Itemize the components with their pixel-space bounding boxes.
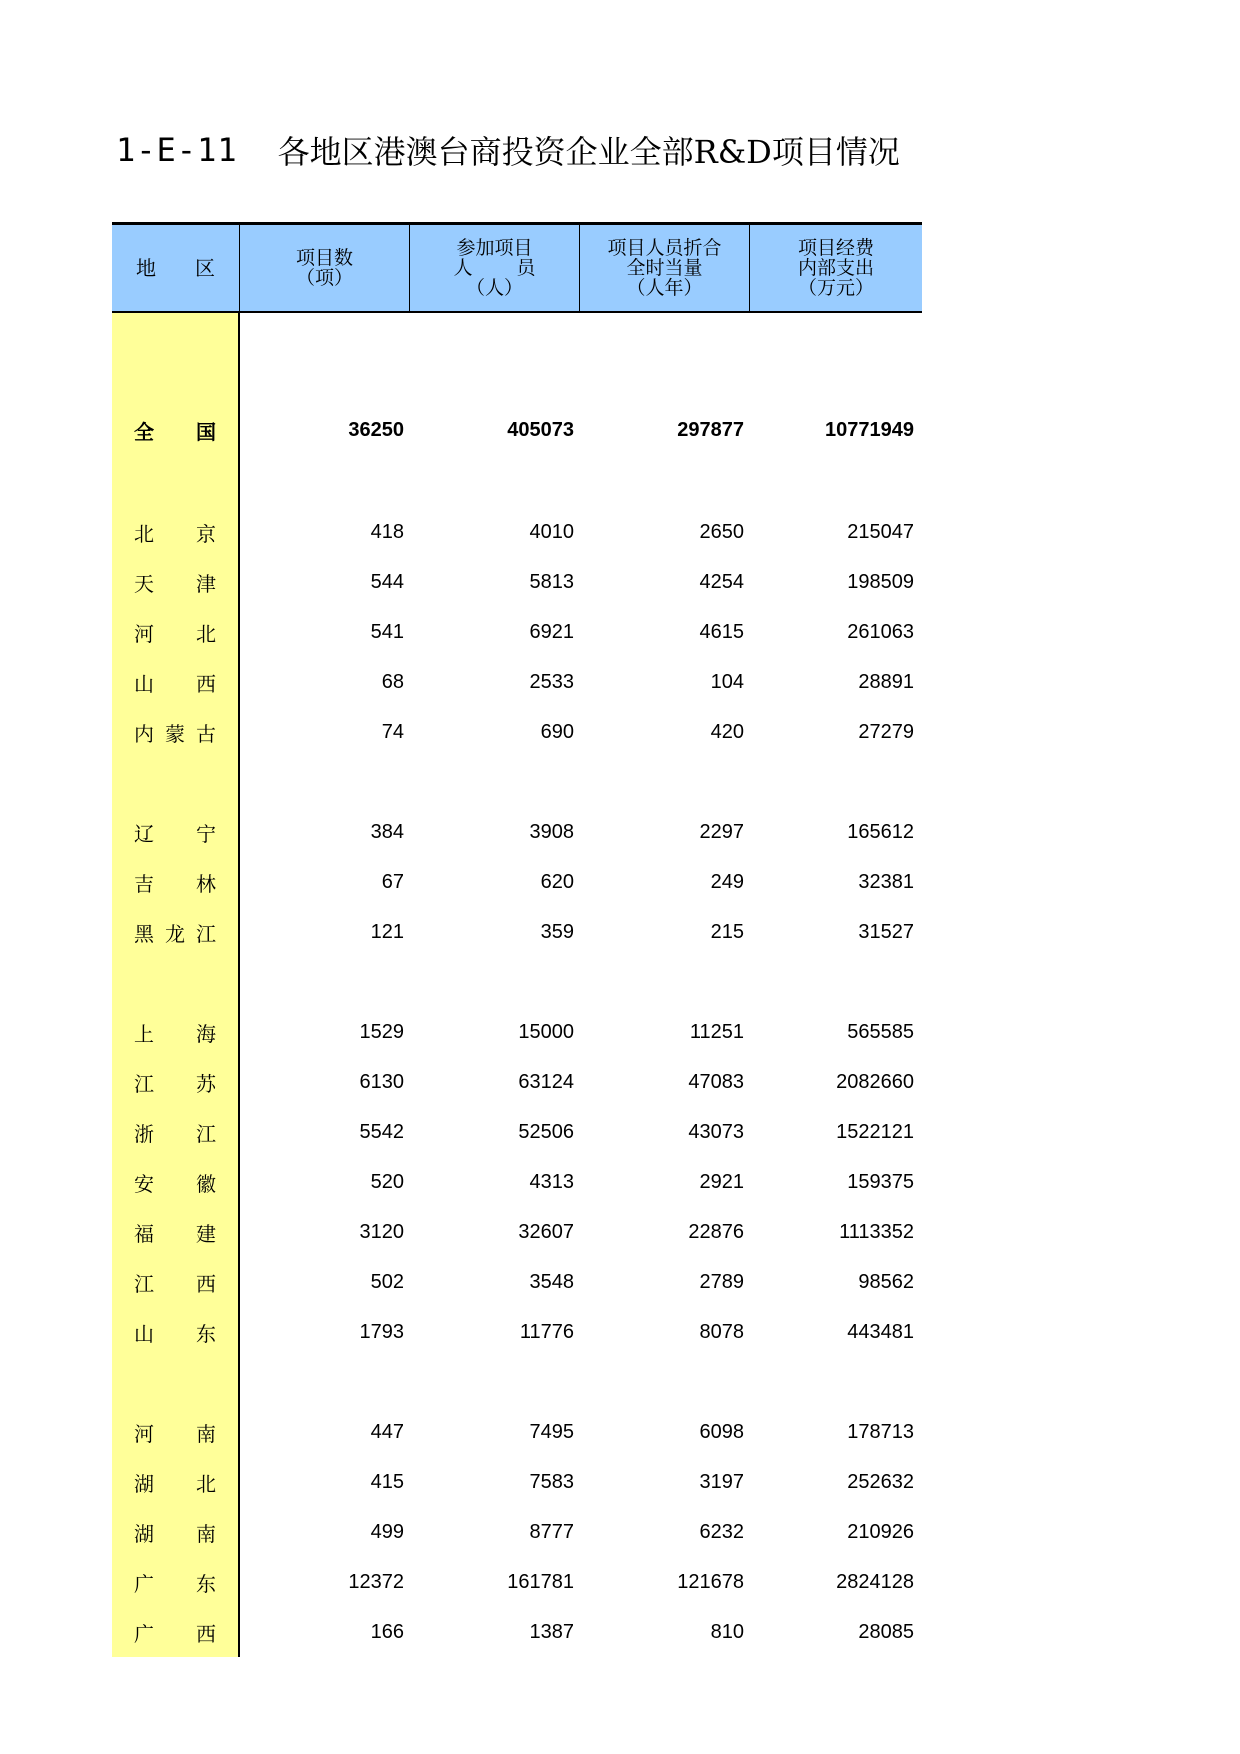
cell-project-count: 74: [381, 720, 404, 743]
cell-participants: 405073: [507, 418, 574, 441]
region-name: [112, 1457, 238, 1507]
region-name-char: 安: [134, 1171, 154, 1196]
cell-fte: 215: [710, 920, 744, 943]
table-row: [240, 1007, 922, 1057]
cell-fte: 6098: [699, 1420, 744, 1443]
cell-fte: 4254: [699, 570, 744, 593]
region-row: [112, 1257, 238, 1307]
cell-expenditure: 98562: [858, 1270, 914, 1293]
cell-fte: 297877: [677, 418, 744, 441]
cell-project-count: 5542: [359, 1120, 404, 1143]
cell-participants: 3908: [529, 820, 574, 843]
region-name: [112, 1107, 238, 1157]
header-fte-line-1: 项目人员折合: [607, 237, 722, 259]
table-header: [112, 222, 922, 313]
region-name: [112, 1007, 238, 1057]
region-name-char: 西: [196, 671, 216, 696]
cell-project-count: 166: [370, 1620, 404, 1643]
header-project-count-line-1: 项目数: [295, 247, 353, 269]
cell-project-count: 541: [370, 620, 404, 643]
spacer-row: [240, 313, 922, 353]
cell-expenditure: 165612: [847, 820, 914, 843]
cell-fte: 810: [710, 1620, 744, 1643]
cell-fte: 2921: [699, 1170, 744, 1193]
region-name-char: 建: [196, 1221, 216, 1246]
cell-project-count: 418: [370, 520, 404, 543]
table-row: [240, 707, 922, 757]
region-name-char: 西: [196, 1271, 216, 1296]
region-row: [112, 807, 238, 857]
cell-participants: 15000: [518, 1020, 574, 1043]
cell-participants: 2533: [529, 670, 574, 693]
region-name-char: 北: [196, 1471, 216, 1496]
region-name: [112, 657, 238, 707]
cell-project-count: 3120: [359, 1220, 404, 1243]
cell-expenditure: 565585: [847, 1020, 914, 1043]
region-row: [112, 1457, 238, 1507]
region-row: [112, 1107, 238, 1157]
region-name-char: 龙: [165, 921, 185, 946]
cell-participants: 7583: [529, 1470, 574, 1493]
region-name: [112, 1607, 238, 1657]
header-region-char-2: 区: [195, 256, 215, 280]
cell-participants: 690: [540, 720, 574, 743]
header-expenditure: [750, 225, 922, 311]
table-row: [240, 1457, 922, 1507]
cell-fte: 6232: [699, 1520, 744, 1543]
region-name-char: 古: [196, 721, 216, 746]
cell-fte: 43073: [688, 1120, 744, 1143]
cell-fte: 121678: [677, 1570, 744, 1593]
table-title: 各地区港澳台商投资企业全部R&D项目情况: [277, 133, 900, 171]
region-name-char: 宁: [196, 821, 216, 846]
region-name: [112, 1157, 238, 1207]
cell-participants: 7495: [529, 1420, 574, 1443]
region-name: [112, 1557, 238, 1607]
table-row: [240, 657, 922, 707]
region-name: [112, 607, 238, 657]
region-row: [112, 857, 238, 907]
region-row: [112, 1157, 238, 1207]
cell-project-count: 67: [381, 870, 404, 893]
region-name-char: 徽: [196, 1171, 216, 1196]
cell-expenditure: 178713: [847, 1420, 914, 1443]
table-row: [240, 1107, 922, 1157]
region-name-char: 天: [134, 571, 154, 596]
region-row: [112, 707, 238, 757]
spacer-row: [240, 353, 922, 403]
region-name-char: 广: [134, 1621, 154, 1646]
region-row: [112, 507, 238, 557]
region-name-char: 蒙: [165, 721, 185, 746]
header-project-count: [240, 225, 410, 311]
region-name-char: 江: [134, 1271, 154, 1296]
cell-project-count: 544: [370, 570, 404, 593]
table-row: [240, 1257, 922, 1307]
page-title: [116, 128, 900, 172]
header-fte-line-3: （人年）: [626, 277, 703, 299]
table-row: [240, 607, 922, 657]
table-row: [240, 857, 922, 907]
region-name-char: 河: [134, 1421, 154, 1446]
region-name-char: 山: [134, 1321, 154, 1346]
region-name-char: 福: [134, 1221, 154, 1246]
cell-expenditure: 252632: [847, 1470, 914, 1493]
cell-project-count: 447: [370, 1420, 404, 1443]
cell-project-count: 36250: [348, 418, 404, 441]
region-name-char: 河: [134, 621, 154, 646]
region-name-char: 南: [196, 1521, 216, 1546]
table-code: 1-E-11: [116, 131, 238, 169]
table-body: [112, 313, 922, 1657]
cell-expenditure: 215047: [847, 520, 914, 543]
region-name: [112, 907, 238, 957]
spacer-row: [112, 1357, 238, 1407]
region-row: [112, 1557, 238, 1607]
region-name-char: 湖: [134, 1471, 154, 1496]
cell-fte: 420: [710, 720, 744, 743]
cell-expenditure: 28891: [858, 670, 914, 693]
cell-expenditure: 2824128: [836, 1570, 914, 1593]
region-name-char: 国: [196, 419, 216, 444]
table-row: [240, 1207, 922, 1257]
region-name-char: 江: [134, 1071, 154, 1096]
spacer-row: [112, 957, 238, 1007]
region-name-char: 辽: [134, 821, 154, 846]
cell-participants: 161781: [507, 1570, 574, 1593]
cell-expenditure: 443481: [847, 1320, 914, 1343]
region-name-char: 江: [196, 921, 216, 946]
header-expenditure-line-3: （万元）: [797, 277, 874, 299]
region-name-char: 苏: [196, 1071, 216, 1096]
header-expenditure-line-1: 项目经费: [797, 237, 874, 259]
table-row: [240, 1557, 922, 1607]
header-participants: [410, 225, 580, 311]
cell-expenditure: 27279: [858, 720, 914, 743]
region-row: [112, 557, 238, 607]
spacer-row: [240, 957, 922, 1007]
cell-participants: 4313: [529, 1170, 574, 1193]
region-row: [112, 403, 238, 457]
region-name: [112, 1057, 238, 1107]
region-name: [112, 1307, 238, 1357]
table-row: [240, 907, 922, 957]
cell-expenditure: 198509: [847, 570, 914, 593]
header-participants-char-2: 员: [516, 257, 536, 279]
cell-fte: 11251: [689, 1020, 744, 1043]
spacer-row: [112, 757, 238, 807]
cell-fte: 3197: [699, 1470, 744, 1493]
region-name: [112, 403, 238, 457]
region-name-char: 广: [134, 1571, 154, 1596]
region-name-char: 东: [196, 1321, 216, 1346]
region-name-char: 京: [196, 521, 216, 546]
region-name-char: 江: [196, 1121, 216, 1146]
cell-fte: 8078: [699, 1320, 744, 1343]
header-region: [112, 225, 240, 311]
header-fte-line-2: 全时当量: [626, 257, 703, 279]
cell-project-count: 384: [370, 820, 404, 843]
region-name: [112, 1207, 238, 1257]
data-table: [112, 222, 922, 1657]
header-region-char-1: 地: [136, 256, 156, 280]
cell-participants: 620: [540, 870, 574, 893]
region-name-char: 内: [134, 721, 154, 746]
cell-participants: 6921: [529, 620, 574, 643]
cell-participants: 1387: [529, 1620, 574, 1643]
region-name: [112, 857, 238, 907]
cell-participants: 3548: [529, 1270, 574, 1293]
cell-expenditure: 31527: [858, 920, 914, 943]
table-row: [240, 807, 922, 857]
region-name: [112, 807, 238, 857]
region-name: [112, 707, 238, 757]
region-name-char: 南: [196, 1421, 216, 1446]
header-participants-line-1: 参加项目: [456, 237, 533, 259]
cell-participants: 11776: [519, 1320, 574, 1343]
region-name-char: 津: [196, 571, 216, 596]
region-name-char: 林: [196, 871, 216, 896]
cell-expenditure: 32381: [858, 870, 914, 893]
region-name-char: 全: [134, 419, 154, 444]
cell-participants: 52506: [518, 1120, 574, 1143]
cell-project-count: 502: [370, 1270, 404, 1293]
header-participants-line-3: （人）: [465, 277, 523, 299]
cell-project-count: 121: [370, 920, 404, 943]
cell-fte: 249: [710, 870, 744, 893]
region-name-char: 西: [196, 1621, 216, 1646]
region-name-char: 东: [196, 1571, 216, 1596]
region-name-char: 浙: [134, 1121, 154, 1146]
table-row: [240, 1407, 922, 1457]
cell-project-count: 6130: [359, 1070, 404, 1093]
cell-fte: 4615: [699, 620, 744, 643]
cell-project-count: 499: [370, 1520, 404, 1543]
region-row: [112, 1407, 238, 1457]
table-row: [240, 1507, 922, 1557]
spacer-row: [240, 757, 922, 807]
cell-fte: 2650: [699, 520, 744, 543]
spacer-row: [112, 313, 238, 353]
table-row: [240, 1157, 922, 1207]
cell-participants: 32607: [518, 1220, 574, 1243]
header-project-count-line-2: （项）: [295, 267, 353, 289]
region-row: [112, 1007, 238, 1057]
table-row: [240, 1307, 922, 1357]
spacer-row: [240, 457, 922, 507]
region-name: [112, 1507, 238, 1557]
cell-participants: 5813: [529, 570, 574, 593]
spacer-row: [240, 1357, 922, 1407]
region-row: [112, 1057, 238, 1107]
cell-expenditure: 10771949: [825, 418, 914, 441]
region-name: [112, 557, 238, 607]
cell-project-count: 520: [370, 1170, 404, 1193]
region-row: [112, 657, 238, 707]
cell-fte: 104: [710, 670, 744, 693]
cell-fte: 47083: [688, 1070, 744, 1093]
table-row: [240, 403, 922, 457]
region-name: [112, 1407, 238, 1457]
header-participants-char-1: 人: [453, 257, 473, 279]
region-name: [112, 1257, 238, 1307]
cell-fte: 2297: [699, 820, 744, 843]
spacer-row: [112, 353, 238, 403]
cell-expenditure: 210926: [847, 1520, 914, 1543]
values-column: [240, 313, 922, 1657]
cell-participants: 8777: [529, 1520, 574, 1543]
table-row: [240, 507, 922, 557]
cell-participants: 63124: [518, 1070, 574, 1093]
region-name-char: 黑: [134, 921, 154, 946]
region-row: [112, 607, 238, 657]
region-name-char: 吉: [134, 871, 154, 896]
region-column: [112, 313, 240, 1657]
header-participants-line-2: [454, 258, 536, 278]
spacer-row: [112, 457, 238, 507]
region-row: [112, 1607, 238, 1657]
cell-expenditure: 28085: [858, 1620, 914, 1643]
cell-project-count: 12372: [348, 1570, 404, 1593]
region-row: [112, 907, 238, 957]
header-expenditure-line-2: 内部支出: [797, 257, 874, 279]
cell-expenditure: 2082660: [836, 1070, 914, 1093]
cell-project-count: 68: [381, 670, 404, 693]
cell-expenditure: 159375: [847, 1170, 914, 1193]
region-name-char: 上: [134, 1021, 154, 1046]
cell-expenditure: 1522121: [836, 1120, 914, 1143]
cell-expenditure: 261063: [847, 620, 914, 643]
table-row: [240, 557, 922, 607]
cell-fte: 22876: [688, 1220, 744, 1243]
region-row: [112, 1507, 238, 1557]
region-row: [112, 1307, 238, 1357]
cell-project-count: 1529: [359, 1020, 404, 1043]
region-name-char: 北: [134, 521, 154, 546]
cell-expenditure: 1113352: [839, 1220, 914, 1243]
region-name: [112, 507, 238, 557]
header-fte: [580, 225, 750, 311]
cell-fte: 2789: [699, 1270, 744, 1293]
region-name-char: 北: [196, 621, 216, 646]
cell-participants: 4010: [529, 520, 574, 543]
region-name-char: 山: [134, 671, 154, 696]
region-name-char: 湖: [134, 1521, 154, 1546]
cell-participants: 359: [540, 920, 574, 943]
region-name-char: 海: [196, 1021, 216, 1046]
table-row: [240, 1057, 922, 1107]
cell-project-count: 1793: [359, 1320, 404, 1343]
table-row: [240, 1607, 922, 1657]
region-row: [112, 1207, 238, 1257]
cell-project-count: 415: [370, 1470, 404, 1493]
